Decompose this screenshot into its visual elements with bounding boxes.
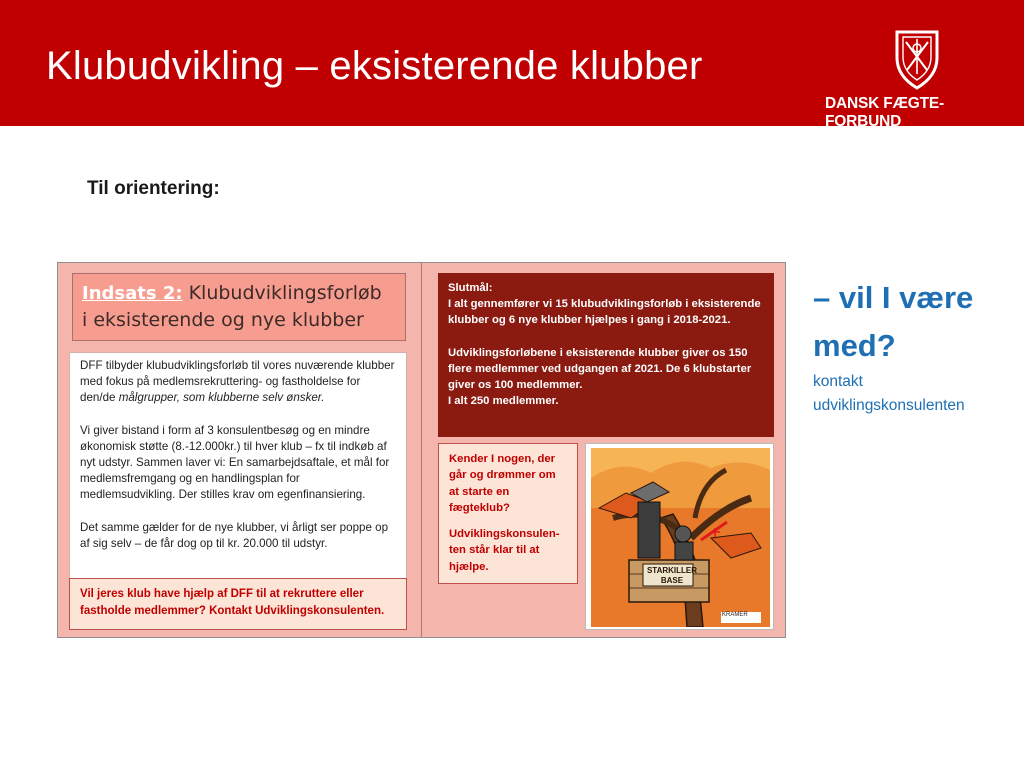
slide-title: Klubudvikling – eksisterende klubber (46, 44, 703, 88)
help-text: Udviklingskonsulen-ten står klar til at hjælpe. (449, 528, 560, 573)
description-paragraph-2: Vi giver bistand i form af 3 konsulentbesøg og en mindre økonomisk støtte (8.-12.000kr.) til hver klub – fx til indkøb af nyt udstyr. Sammen laver vi: En samarbejdsaftale, et mål for medlemsfremgang og en handlingsplan for medlemsudvikling. Der stilles krav om egenfinansiering. (80, 423, 390, 502)
comic-signature: KRAMER (722, 612, 748, 618)
question-text: Kender I nogen, der går og drømmer om at starte en fægteklub? (449, 453, 556, 514)
initiative-title-line2: i eksisterende og nye klubber (82, 309, 364, 331)
description-box (69, 352, 407, 579)
federation-logo (820, 28, 1020, 130)
description-paragraph-1: DFF tilbyder klubudviklingsforløb til vores nuværende klubber med fokus på medlemsrekruttering- og fastholdelse for den/de målgrupper, som klubberne selv ønsker. (80, 359, 395, 405)
panel-divider (421, 263, 422, 637)
comic-sign-text: STARKILLER BASE (646, 566, 698, 585)
cta-contact-text: kontakt udviklingskonsulenten (813, 373, 965, 414)
description-paragraph-3: Det samme gælder for de nye klubber, vi årligt ser poppe op af sig selv – de får dog op til kr. 20.000 til udstyr. (80, 520, 389, 550)
initiative-title-box (72, 273, 406, 341)
orientation-label: Til orientering: (87, 178, 220, 199)
goal-result: Udviklingsforløbene i eksisterende klubber giver os 150 flere medlemmer ved udgangen af 2021. De 6 klubstarter giver os 100 medlemmer. I alt 250 medlemmer. (448, 346, 752, 408)
call-to-action-box: Vil jeres klub have hjælp af DFF til at rekruttere eller fastholde medlemmer? Kontakt Udviklingskonsulenten. (69, 578, 407, 630)
comic-illustration (585, 443, 774, 630)
initiative-title-line1: Klubudviklingsforløb (188, 282, 382, 304)
goal-text: Slutmål: I alt gennemfører vi 15 klubudviklingsforløb i eksisterende klubber og 6 nye klubber hjælpes i gang i 2018-2021. (448, 282, 761, 327)
treehouse-comic-image (591, 448, 770, 627)
info-panel (57, 262, 786, 638)
question-box (438, 443, 578, 584)
header-bar (0, 0, 1024, 130)
goal-box (438, 273, 774, 437)
logo-text: DANSK FÆGTE-FORBUND (825, 95, 945, 130)
cta-heading: – vil I være med? (813, 280, 974, 363)
fencing-shield-icon (894, 28, 940, 90)
initiative-number: Indsats 2: (82, 283, 183, 304)
